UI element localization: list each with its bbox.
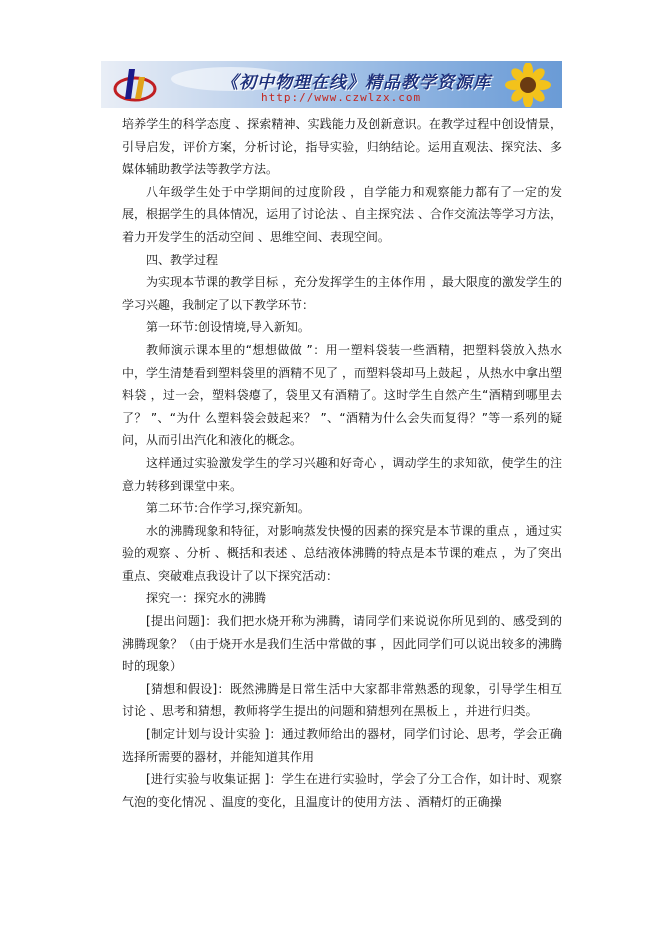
document-body — [122, 113, 562, 813]
paragraph: 这样通过实验激发学生的学习兴趣和好奇心 ，调动学生的求知欲，使学生的注意力转移到课堂中来。 — [122, 455, 562, 493]
paragraph: 教师演示课本里的“想想做做 ”：用一塑料袋装一些酒精，把塑料袋放入热水中，学生清楚看到塑料袋里的酒精不见了 ，而塑料袋却马上鼓起 ，从热水中拿出塑料袋 ，过一会，塑料袋瘪了，袋里又有酒精了。这时学生自然产生“酒精到哪里去了？ ”、“为什 么塑料袋会鼓起来？ ”、“酒精为什么会失而复得？”等一系列的疑问，从而引出汽化和液化的概念。 — [122, 342, 562, 448]
activity-heading: 探究一：探究水的沸腾 — [146, 591, 267, 606]
banner-url: http://www.czwlzx.com — [261, 91, 422, 104]
paragraph: 培养学生的科学态度 、探索精神、实践能力及创新意识。在教学过程中创设情景，引导启发，评价方案，分析讨论，指导实验，归纳结论。运用直观法、探究法、多媒体辅助教学法等教学方法。 — [122, 117, 562, 177]
paragraph: 水的沸腾现象和特征，对影响蒸发快慢的因素的探究是本节课的重点 ，通过实验的观察 、分析 、概括和表述 、总结液体沸腾的特点是本节课的难点 ，为了突出重点、突破难点我设计了以下探究活动： — [122, 523, 562, 583]
sunflower-icon — [498, 63, 558, 107]
site-logo-icon — [109, 65, 169, 105]
paragraph: [制定计划与设计实验 ]：通过教师给出的器材，同学们讨论、思考，学会正确选择所需要的器材，并能知道其作用 — [122, 727, 562, 764]
paragraph: 为实现本节课的教学目标 ，充分发挥学生的主体作用 ，最大限度的激发学生的学习兴趣，我制定了以下教学环节： — [122, 275, 562, 312]
paragraph: [进行实验与收集证据 ]：学生在进行实验时，学会了分工合作，如计时、观察气泡的变化情况 、温度的变化，且温度计的使用方法 、酒精灯的正确操 — [122, 772, 562, 809]
subsection-heading: 第二环节:合作学习,探究新知。 — [146, 501, 310, 516]
section-heading: 四、教学过程 — [146, 252, 219, 267]
paragraph: [提出问题]：我们把水烧开称为沸腾，请同学们来说说你所见到的、感受到的沸腾现象？（由于烧开水是我们生活中常做的事 ，因此同学们可以说出较多的沸腾时的现象） — [122, 614, 562, 674]
paragraph: 八年级学生处于中学期间的过度阶段 ，自学能力和观察能力都有了一定的发展，根据学生的具体情况，运用了讨论法 、自主探究法 、合作交流法等学习方法，着力开发学生的活动空间 、思维空间、表现空间。 — [122, 184, 562, 244]
header-banner — [101, 61, 562, 108]
paragraph: [猜想和假设]：既然沸腾是日常生活中大家都非常熟悉的现象，引导学生相互讨论 、思考和猜想，教师将学生提出的问题和猜想列在黑板上 ，并进行归类。 — [122, 681, 562, 719]
banner-title: 《初中物理在线》精品教学资源库 — [221, 73, 491, 93]
subsection-heading: 第一环节:创设情境,导入新知。 — [146, 320, 310, 335]
